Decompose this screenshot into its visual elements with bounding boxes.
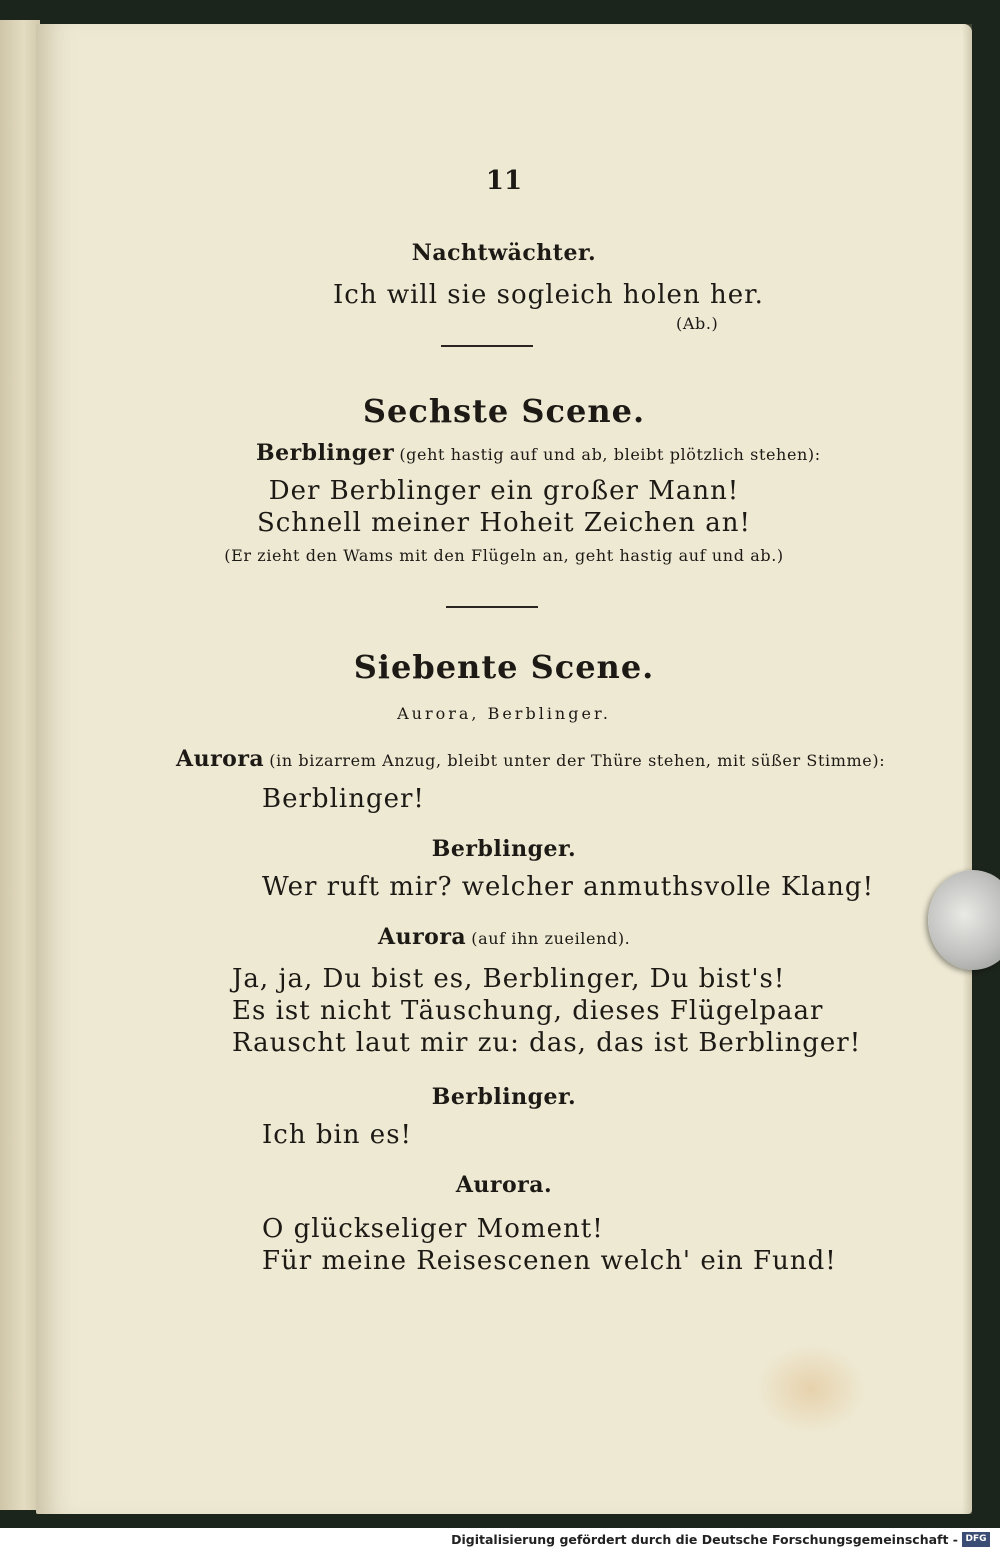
- scene-title: Sechste Scene.: [362, 392, 646, 430]
- speaker-berblinger: Berblinger.: [431, 836, 577, 862]
- stage-direction: (Er zieht den Wams mit den Flügeln an, geht hastig auf und ab.): [224, 546, 784, 565]
- verse-line: Ja, ja, Du bist es, Berblinger, Du bist's!: [232, 964, 786, 994]
- speaker-aurora: Aurora.: [455, 1172, 553, 1198]
- speaker-nachtwaechter: Nachtwächter.: [411, 240, 597, 266]
- dfg-logo: DFG: [962, 1532, 990, 1547]
- speaker-line: [256, 440, 821, 466]
- verse-line: O glückseliger Moment!: [262, 1214, 604, 1244]
- speaker-direction: (geht hastig auf und ab, bleibt plötzlich stehen):: [399, 445, 821, 464]
- cast-list: Aurora, Berblinger.: [397, 704, 611, 723]
- divider: [446, 606, 538, 608]
- speaker-berblinger: Berblinger.: [431, 1084, 577, 1110]
- footer-credit: Digitalisierung gefördert durch die Deutsche Forschungsgemeinschaft -: [451, 1532, 958, 1547]
- verse-line: Berblinger!: [262, 784, 425, 814]
- speaker-name: Berblinger: [256, 440, 395, 466]
- speaker-direction: (auf ihn zueilend).: [471, 929, 631, 948]
- page-number: 11: [485, 166, 523, 196]
- speaker-line: [378, 924, 630, 950]
- verse-line: Ich will sie sogleich holen her.: [333, 280, 764, 310]
- scene-title: Siebente Scene.: [353, 648, 655, 686]
- speaker-name: Aurora: [176, 746, 265, 772]
- facing-page-edge: [0, 20, 40, 1510]
- speaker-name: Aurora: [378, 924, 467, 950]
- verse-line: Der Berblinger ein großer Mann!: [268, 476, 740, 506]
- verse-line: Wer ruft mir? welcher anmuthsvolle Klang!: [262, 872, 875, 902]
- verse-line: Rauscht laut mir zu: das, das ist Berblinger!: [232, 1028, 862, 1058]
- paper-stain: [756, 1344, 866, 1434]
- stage-direction: (Ab.): [676, 314, 719, 333]
- speaker-direction: (in bizarrem Anzug, bleibt unter der Thüre stehen, mit süßer Stimme):: [269, 751, 886, 770]
- verse-line: Schnell meiner Hoheit Zeichen an!: [257, 508, 751, 538]
- verse-line: Für meine Reisescenen welch' ein Fund!: [262, 1246, 837, 1276]
- verse-line: Es ist nicht Täuschung, dieses Flügelpaar: [232, 996, 824, 1026]
- divider: [441, 345, 533, 347]
- speaker-line: [176, 746, 885, 772]
- verse-line: Ich bin es!: [262, 1120, 412, 1150]
